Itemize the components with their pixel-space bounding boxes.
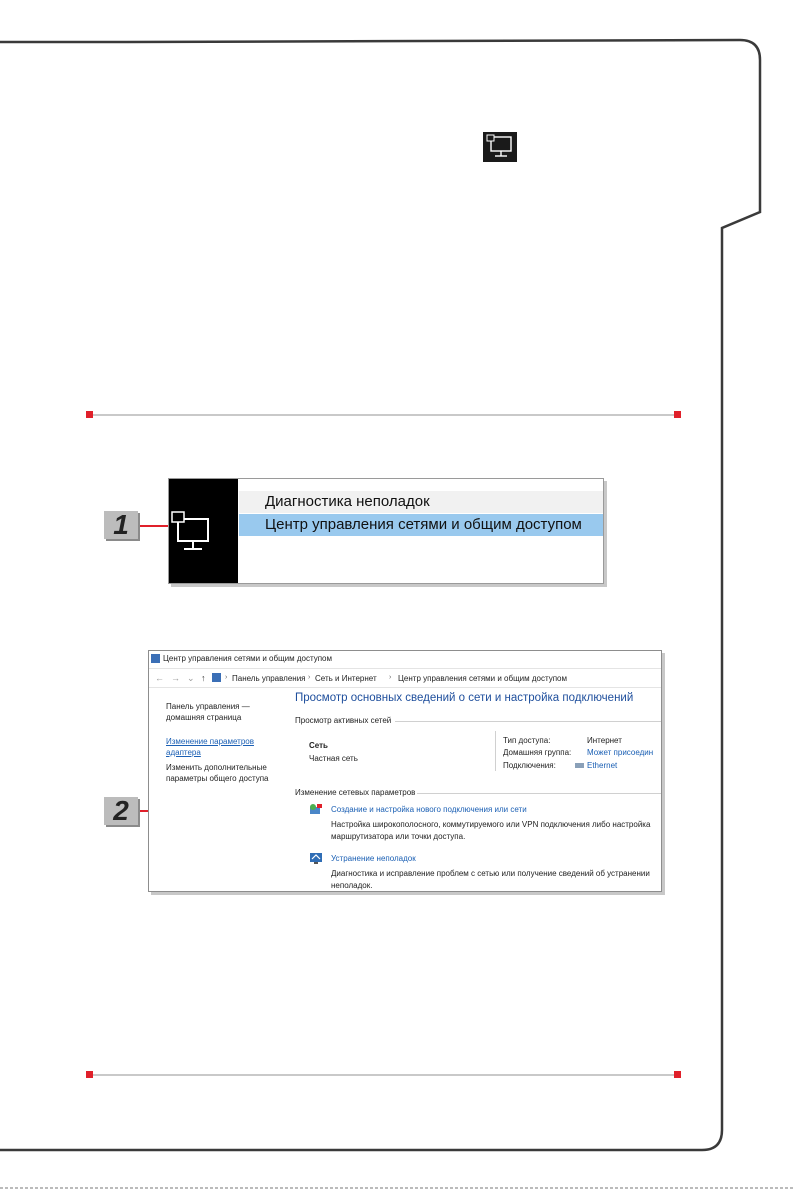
breadcrumb-network-center[interactable]: Центр управления сетями и общим доступом	[398, 674, 567, 683]
network-center-icon	[151, 654, 160, 663]
active-networks-label: Просмотр активных сетей	[295, 716, 392, 725]
homegroup-label: Домашняя группа:	[503, 748, 572, 757]
vertical-separator	[495, 731, 496, 771]
section-divider-top	[90, 414, 678, 416]
troubleshoot-link[interactable]: Устранение неполадок	[331, 854, 416, 863]
sidebar-sharing-link[interactable]: Изменить дополнительные параметры общего доступа	[166, 763, 269, 783]
divider-endpoint	[86, 1071, 93, 1078]
network-center-window	[148, 650, 662, 892]
step-badge-1: 1	[104, 511, 138, 539]
divider-endpoint	[86, 411, 93, 418]
ethernet-link[interactable]: Ethernet	[587, 761, 618, 770]
menu-item-network-center[interactable]: Центр управления сетями и общим доступом	[239, 514, 603, 536]
connections-label: Подключения:	[503, 761, 556, 770]
new-connection-icon	[309, 803, 323, 819]
access-type-value: Интернет	[587, 736, 622, 745]
change-settings-label: Изменение сетевых параметров	[295, 788, 416, 797]
ethernet-icon	[575, 763, 584, 768]
section-line	[395, 721, 661, 722]
menu-item-troubleshoot[interactable]: Диагностика неполадок	[239, 491, 603, 513]
forward-arrow-icon[interactable]: →	[171, 673, 180, 683]
address-bar[interactable]	[149, 668, 661, 688]
network-type: Частная сеть	[309, 754, 358, 763]
breadcrumb-separator: ›	[225, 674, 228, 681]
divider-endpoint	[674, 1071, 681, 1078]
sidebar-adapter-link[interactable]: Изменение параметров адаптера	[166, 737, 254, 757]
window-title: Центр управления сетями и общим доступом	[163, 654, 332, 663]
chevron-down-icon[interactable]: ⌄	[187, 673, 195, 683]
section-line	[417, 793, 661, 794]
breadcrumb-separator: ›	[389, 674, 392, 681]
access-type-label: Тип доступа:	[503, 736, 551, 745]
breadcrumb-network-internet[interactable]: Сеть и Интернет	[315, 674, 377, 683]
troubleshoot-desc: Диагностика и исправление проблем с сетью или получение сведений об устранении неполадок.	[331, 869, 650, 890]
control-panel-icon	[212, 673, 221, 682]
divider-endpoint	[674, 411, 681, 418]
breadcrumb-control-panel[interactable]: Панель управления	[232, 674, 306, 683]
sidebar-home-link[interactable]: Панель управления — домашняя страница	[166, 702, 250, 722]
network-context-menu	[168, 478, 604, 584]
main-title: Просмотр основных сведений о сети и настройка подключений	[295, 692, 634, 704]
network-name: Сеть	[309, 741, 328, 750]
network-icon-panel	[169, 479, 238, 583]
up-arrow-icon[interactable]: ↑	[201, 673, 206, 683]
back-arrow-icon[interactable]: ←	[155, 673, 164, 683]
section-divider-bottom	[90, 1074, 678, 1076]
step-badge-2: 2	[104, 797, 138, 825]
new-connection-desc: Настройка широкополосного, коммутируемого или VPN подключения либо настройка маршрутизатора или точки доступа.	[331, 820, 651, 841]
homegroup-link[interactable]: Может присоедин	[587, 748, 654, 757]
new-connection-link[interactable]: Создание и настройка нового подключения или сети	[331, 805, 527, 814]
network-tray-icon	[483, 132, 517, 162]
breadcrumb-separator: ›	[308, 674, 311, 681]
troubleshoot-icon	[309, 851, 323, 867]
